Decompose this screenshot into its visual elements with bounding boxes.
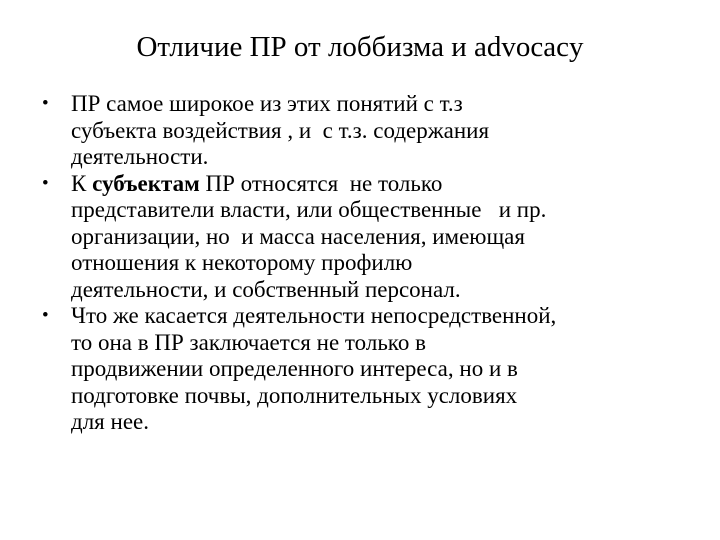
bullet-2-line-1: [71, 171, 696, 198]
bullet-2-text-after-bold: ПР относятся не только: [199, 170, 443, 196]
bullet-1-line-3: деятельности.: [71, 144, 209, 169]
bullet-2-line-2: представители власти, или общественные и пр.: [71, 197, 547, 222]
bullet-1-line-1: ПР самое широкое из этих понятий с т.з: [71, 91, 463, 116]
bullet-2-line-5: деятельности, и собственный персонал.: [71, 276, 461, 302]
bullet-item-3: [36, 303, 696, 436]
bullet-3-line-3: продвижении определенного интереса, но и в: [71, 356, 518, 381]
bullet-marker: •: [42, 172, 49, 194]
bullet-3-line-1: Что же касается деятельности непосредственной,: [71, 303, 557, 328]
bullet-3-line-5: для нее.: [71, 409, 149, 434]
bullet-3-line-2: то она в ПР заключается не только в: [71, 329, 426, 355]
bullet-2-line-4: отношения к некоторому профилю: [71, 250, 413, 275]
slide-title: Отличие ПР от лоббизма и advocacy: [136, 31, 584, 63]
bullet-item-2: [36, 171, 696, 304]
bullet-marker: •: [42, 305, 49, 326]
bullet-1-line-2: субъекта воздействия , и с т.з. содержания: [71, 117, 490, 143]
bullet-2-line-3: организации, но и масса населения, имеющая: [71, 223, 525, 249]
bullet-item-1: [36, 91, 696, 171]
bullet-list: [36, 91, 696, 436]
bullet-3-line-4: подготовке почвы, дополнительных условиях: [71, 382, 518, 408]
bullet-2-bold-term: субъектам: [92, 170, 200, 196]
bullet-2-text-before-bold: К: [71, 170, 93, 196]
bullet-marker: •: [42, 93, 49, 114]
